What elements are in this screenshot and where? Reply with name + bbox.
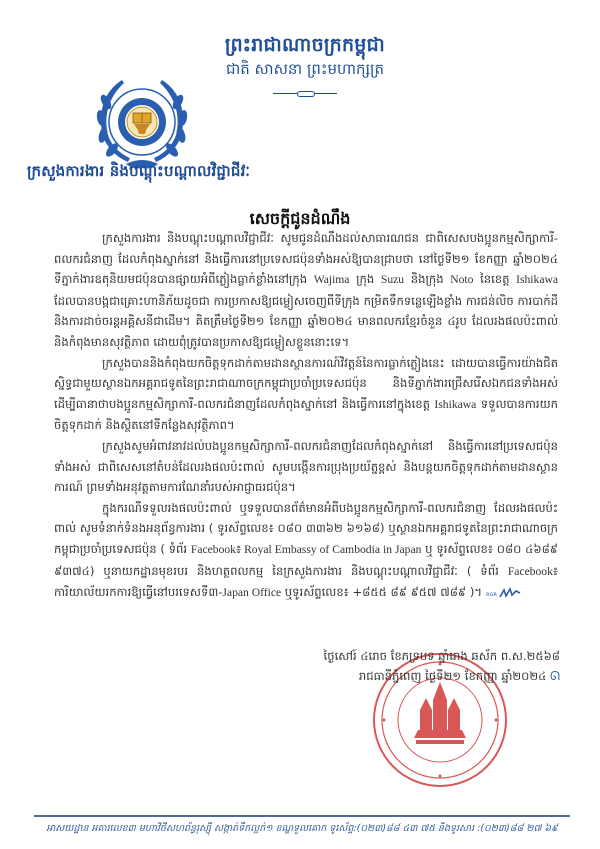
initials-signature-icon (486, 587, 522, 599)
paragraph-text: ក្រសួងបាននិងកំពុងយកចិត្តទុកដាក់តាមដានស្ថានការណ៍វិវត្តន៍នៃការធ្លាក់ភ្លៀងនេះ ដោយបានធ្វើការយ៉ាងជិតស្និទ្ធជាមួយស្ថានឯកអគ្គរាជទូតនៃព្រះរាជាណាចក្រកម្ពុជាប្រចាំប្រទេសជប៉ុន និងទីភ្នាក់ងារជ្រើសរើសឯកជនទាំងអស់ ដើម្បីធានាថាបងប្អូនកម្មសិក្សាការី-ពលករជំនាញដែលកំពុងស្នាក់នៅ និងធ្វើការនៅក្នុងខេត្ត (54, 355, 558, 411)
paragraph-2 (54, 353, 558, 436)
place-date-text: រាជធានីភ្នំពេញ ថ្ងៃទី២១ ខែកញ្ញា ឆ្នាំ២០២៤ (358, 669, 547, 683)
paragraph-text: ក្រសួងសូមអំពាវនាវដល់បងប្អូនកម្មសិក្សាការី-ពលករជំនាញដែលកំពុងស្នាក់នៅ និងធ្វើការនៅប្រទេសជប៉ុនទាំងអស់ ជាពិសេសនៅតំបន់ដែលរងផលប៉ះពាល់ សូមបង្កើនការប្រុងប្រយ័ត្នខ្ពស់ និងបន្តយកចិត្តទុកដាក់តាមដានស្ថានការណ៍ ព្រមទាំងអនុវត្តតាមការណែនាំរបស់អាជ្ញាធរជប៉ុន។ (54, 438, 558, 495)
paragraph-3 (54, 436, 558, 498)
paragraph-text: ដែលបានបង្កជាគ្រោះហានិភ័យដូចជា ការប្រកាសឱ្យជម្លៀសចេញពីទីក្រុង កម្រិតទឹកទន្លេឡើងខ្លាំង ការជន់លិច ការបាក់ដី និងការដាច់ចរន្តអគ្គិសនីជាដើម។ គិតត្រឹមថ្ងៃទី២១ ខែកញ្ញា ឆ្នាំ២០២៤ មានពលករខ្មែរចំនួន ៤រូប ដែលរងផលប៉ះពាល់ និងកំពុងមានសុវត្ថិភាព ដោយពុំត្រូវបានប្រកាសឱ្យជម្លៀសខ្លួននោះទេ។ (54, 293, 558, 349)
ministry-emblem-icon (92, 72, 192, 172)
footer-divider (34, 815, 570, 817)
lunar-date: ថ្ងៃសៅរ៍ ៤រោច ខែភទ្របទ ឆ្នាំរោង ឆស័ក ព.ស.២៥៦៨ (323, 649, 560, 663)
paragraph-text: ទទួលបានការយកចិត្តទុកដាក់ និងស្ថិតនៅទីកន្លែងសុវត្ថិភាព។ (54, 396, 558, 433)
paragraph-text: ក្រសួងការងារ និងបណ្តុះបណ្តាលវិជ្ជាជីវៈ សូមជូនដំណឹងដល់សាធារណជន ជាពិសេសបងប្អូនកម្មសិក្សាការី-ពលករជំនាញ ដែលកំពុងស្នាក់នៅ និងធ្វើការនៅប្រទេសជប៉ុនទាំងអស់ឱ្យបានជ្រាបថា នៅថ្ងៃទី២១ ខែកញ្ញា ឆ្នាំ២០២៤ ទីភ្នាក់ងារឧតុនិយមជប៉ុនបានផ្សាយអំពីភ្លៀងធ្លាក់ខ្លាំងនៅក្រុង (54, 231, 558, 287)
kingdom-motto: ជាតិ សាសនា ព្រះមហាក្សត្រ (225, 60, 385, 78)
kingdom-title: ព្រះរាជាណាចក្រកម្ពុជា (224, 34, 386, 56)
footer-address: អាសយដ្ឋាន អគារលេខ៣ មហាវិថីសហព័ន្ធរុស្ស៊ី សង្កាត់ទឹកល្អក់១ ខណ្ឌទួលគោក ទូរស័ព្ទ:(០២៣)៨៨ ៤៣ ៧៥ និងទូរសារ :(០២៣)៨៨ ២៧ ៦៩ (46, 823, 558, 834)
paragraph-text: ឬ ទូរស័ព្ទលេខ៖ ០៨០ ៤៦៨៩ ៩៣៧៤) ឬនាយកដ្ឋានមុខរបរ និងហត្ថពលកម្ម នៃក្រសួងការងារ និងបណ្តុះបណ្តាលវិជ្ជាជីវៈ ( ទំព័រ (54, 541, 558, 578)
place-name: Ishikawa (516, 273, 558, 287)
place-and-date (290, 666, 560, 686)
svg-text:ʀɢʀ: ʀɢʀ (485, 590, 497, 598)
signature-block (290, 646, 560, 686)
initials-mark-icon: ᘏ (550, 669, 560, 683)
document-title: សេចក្តីជូនដំណឹង (249, 209, 351, 228)
office-name: Japan Office (222, 586, 282, 600)
document-body (54, 228, 558, 604)
paragraph-text: ក្រុង (349, 272, 381, 287)
paragraph-text: ការិយាល័យរកការឱ្យធ្វើនៅបរទេសទី៣- (54, 585, 223, 600)
divider-ornament-icon (273, 90, 337, 96)
paragraph-1 (54, 228, 558, 353)
paragraph-text: នៃខេត្ត (473, 272, 517, 287)
place-name: Suzu (380, 273, 405, 287)
place-name: Noto (450, 273, 474, 287)
facebook-label: Facebook៖ (507, 564, 558, 578)
place-name: Ishikawa (434, 397, 477, 411)
kingdom-header (200, 33, 410, 96)
place-name: Wajima (313, 273, 350, 287)
paragraph-text: និងក្រុង (404, 272, 451, 287)
paragraph-4 (54, 498, 558, 604)
ministry-name: ក្រសួងការងារ និងបណ្តុះបណ្តាលវិជ្ជាជីវៈ (27, 162, 251, 180)
paragraph-text: ក្នុងករណីទទួលរងផលប៉ះពាល់ ឬទទួលបានព័ត៌មានអំពីបងប្អូនកម្មសិក្សាការី-ពលករជំនាញ ដែលរងផលប៉ះពាល់ សូមទំនាក់ទំនងអនុព័ន្ធការងារ ( ទូរស័ព្ទលេខ៖ ០៨០ ៣៣៦២ ៦១៦៨) ឬស្ថានឯកអគ្គរាជទូតនៃព្រះរាជាណាចក្រកម្ពុជាប្រចាំប្រទេសជប៉ុន ( ទំព័រ (54, 500, 558, 556)
facebook-page-name: Facebook៖ Royal Embassy of Cambodia in Japan (190, 542, 422, 556)
paragraph-text: ឬទូរស័ព្ទលេខ៖ +៨៥៥ ៨៩ ៩៥៧ ៧៨៩ )។ (281, 585, 482, 600)
